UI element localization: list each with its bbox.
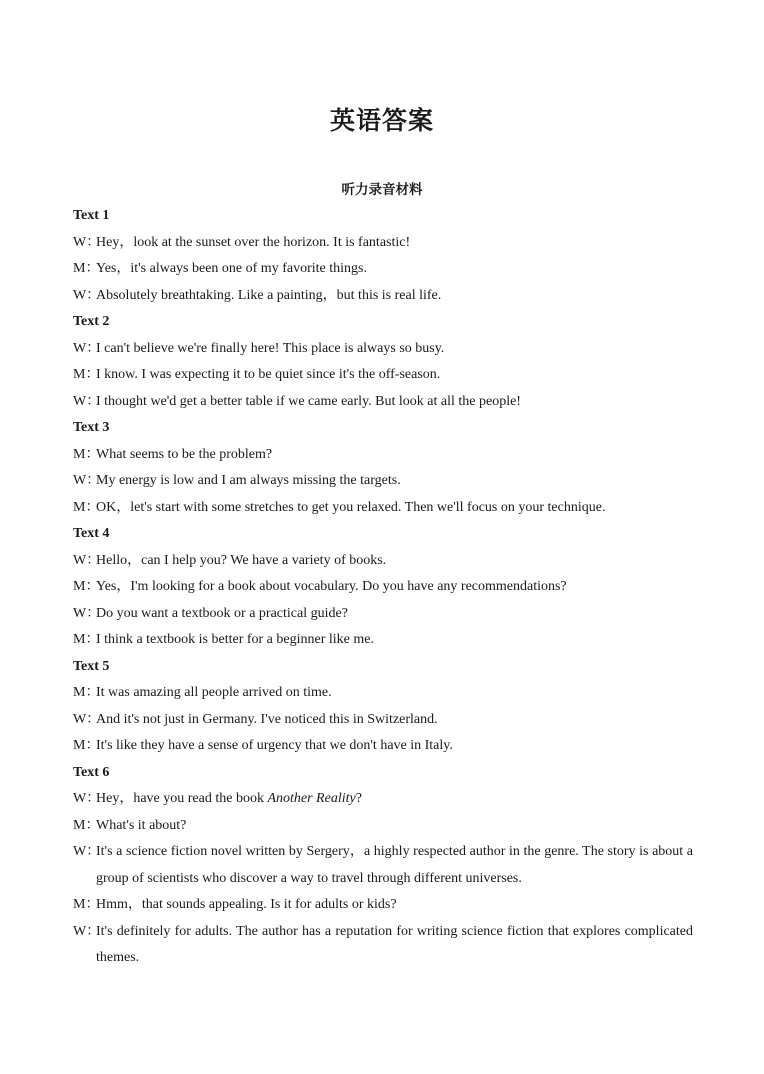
- dialogue-line: [73, 495, 693, 522]
- text-heading: Text 1: [73, 208, 110, 223]
- speaker-label: W：: [73, 923, 101, 939]
- speaker-label: W：: [73, 393, 101, 409]
- dialogue-text: It's definitely for adults. The author has a reputation for writing science fiction that explores complicated themes.: [96, 923, 693, 965]
- page-title: 英语答案: [329, 106, 434, 135]
- dialogue-text: Yes，it's always been one of my favorite things.: [96, 261, 367, 276]
- speaker-label: W：: [73, 605, 101, 621]
- dialogue-line: [73, 813, 693, 840]
- dialogue-text: My energy is low and I am always missing the targets.: [96, 473, 401, 488]
- dialogue-line: [73, 230, 693, 257]
- dialogue-line: [73, 919, 693, 972]
- speaker-label: W：: [73, 711, 101, 727]
- dialogue-line: [73, 839, 693, 892]
- section-subtitle: 听力录音材料: [341, 182, 423, 198]
- dialogue-line: [73, 627, 693, 654]
- dialogue-line: [73, 548, 693, 575]
- dialogue-text: Absolutely breathtaking. Like a painting，but this is real life.: [96, 287, 442, 303]
- dialogue-text: Hey，look at the sunset over the horizon. It is fantastic!: [96, 234, 411, 250]
- speaker-label: M：: [73, 897, 100, 912]
- speaker-label: M：: [73, 446, 100, 462]
- speaker-label: W：: [73, 340, 101, 356]
- speaker-label: W：: [73, 791, 101, 806]
- book-title: Another Reality: [267, 791, 356, 806]
- text-heading: Text 6: [73, 764, 110, 780]
- speaker-label: M：: [73, 817, 100, 833]
- speaker-label: W：: [73, 234, 101, 250]
- dialogue-line: [73, 362, 693, 389]
- dialogue-line: [73, 389, 693, 416]
- dialogue-text: Hey，have you read the book: [96, 791, 268, 806]
- dialogue-line: [73, 786, 693, 813]
- text-heading: Text 3: [73, 420, 110, 435]
- dialogue-text: It's a science fiction novel written by Sergery，a highly respected author in the genre. The story is about a group of scientists who discover a way to travel through different universes.: [96, 844, 693, 886]
- dialogue-text: I know. I was expecting it to be quiet since it's the off-season.: [96, 367, 441, 382]
- speaker-label: W：: [73, 844, 101, 859]
- dialogue-line: [73, 733, 693, 760]
- dialogue-text: What's it about?: [96, 817, 187, 833]
- speaker-label: M：: [73, 685, 100, 700]
- text-heading: Text 2: [73, 314, 110, 329]
- dialogue-text: I thought we'd get a better table if we came early. But look at all the people!: [96, 393, 521, 409]
- dialogue-text: OK，let's start with some stretches to get you relaxed. Then we'll focus on your technique.: [96, 499, 606, 515]
- dialogue-line: [73, 256, 693, 283]
- dialogue-text: What seems to be the problem?: [96, 446, 273, 462]
- dialogue-text-end: ?: [355, 791, 362, 806]
- text-heading: Text 5: [73, 658, 110, 674]
- dialogue-line: [73, 601, 693, 628]
- speaker-label: M：: [73, 579, 100, 594]
- dialogue-line: [73, 283, 693, 310]
- speaker-label: M：: [73, 738, 100, 753]
- dialogue-text: I think a textbook is better for a beginner like me.: [96, 632, 374, 647]
- dialogue-text: And it's not just in Germany. I've noticed this in Switzerland.: [96, 711, 438, 727]
- text-heading: Text 4: [73, 526, 110, 541]
- dialogue-text: It was amazing all people arrived on time.: [96, 685, 332, 700]
- dialogue-line: [73, 574, 693, 601]
- dialogue-text: Do you want a textbook or a practical guide?: [96, 605, 348, 621]
- speaker-label: W：: [73, 287, 101, 303]
- dialogue-line: [73, 468, 693, 495]
- dialogue-line: [73, 680, 693, 707]
- speaker-label: W：: [73, 552, 101, 568]
- dialogue-line: [73, 892, 693, 919]
- dialogue-text: I can't believe we're finally here! This place is always so busy.: [96, 340, 445, 356]
- speaker-label: M：: [73, 367, 100, 382]
- dialogue-line: [73, 707, 693, 734]
- dialogue-text: Hello，can I help you? We have a variety of books.: [96, 552, 387, 568]
- speaker-label: M：: [73, 632, 100, 647]
- dialogue-line: [73, 442, 693, 469]
- speaker-label: M：: [73, 261, 100, 276]
- dialogue-text: Hmm，that sounds appealing. Is it for adults or kids?: [96, 897, 397, 912]
- transcript-body: [73, 203, 693, 972]
- speaker-label: W：: [73, 473, 101, 488]
- dialogue-text: It's like they have a sense of urgency that we don't have in Italy.: [96, 738, 453, 753]
- speaker-label: M：: [73, 499, 100, 515]
- dialogue-line: [73, 336, 693, 363]
- dialogue-text: Yes，I'm looking for a book about vocabulary. Do you have any recommendations?: [96, 579, 567, 594]
